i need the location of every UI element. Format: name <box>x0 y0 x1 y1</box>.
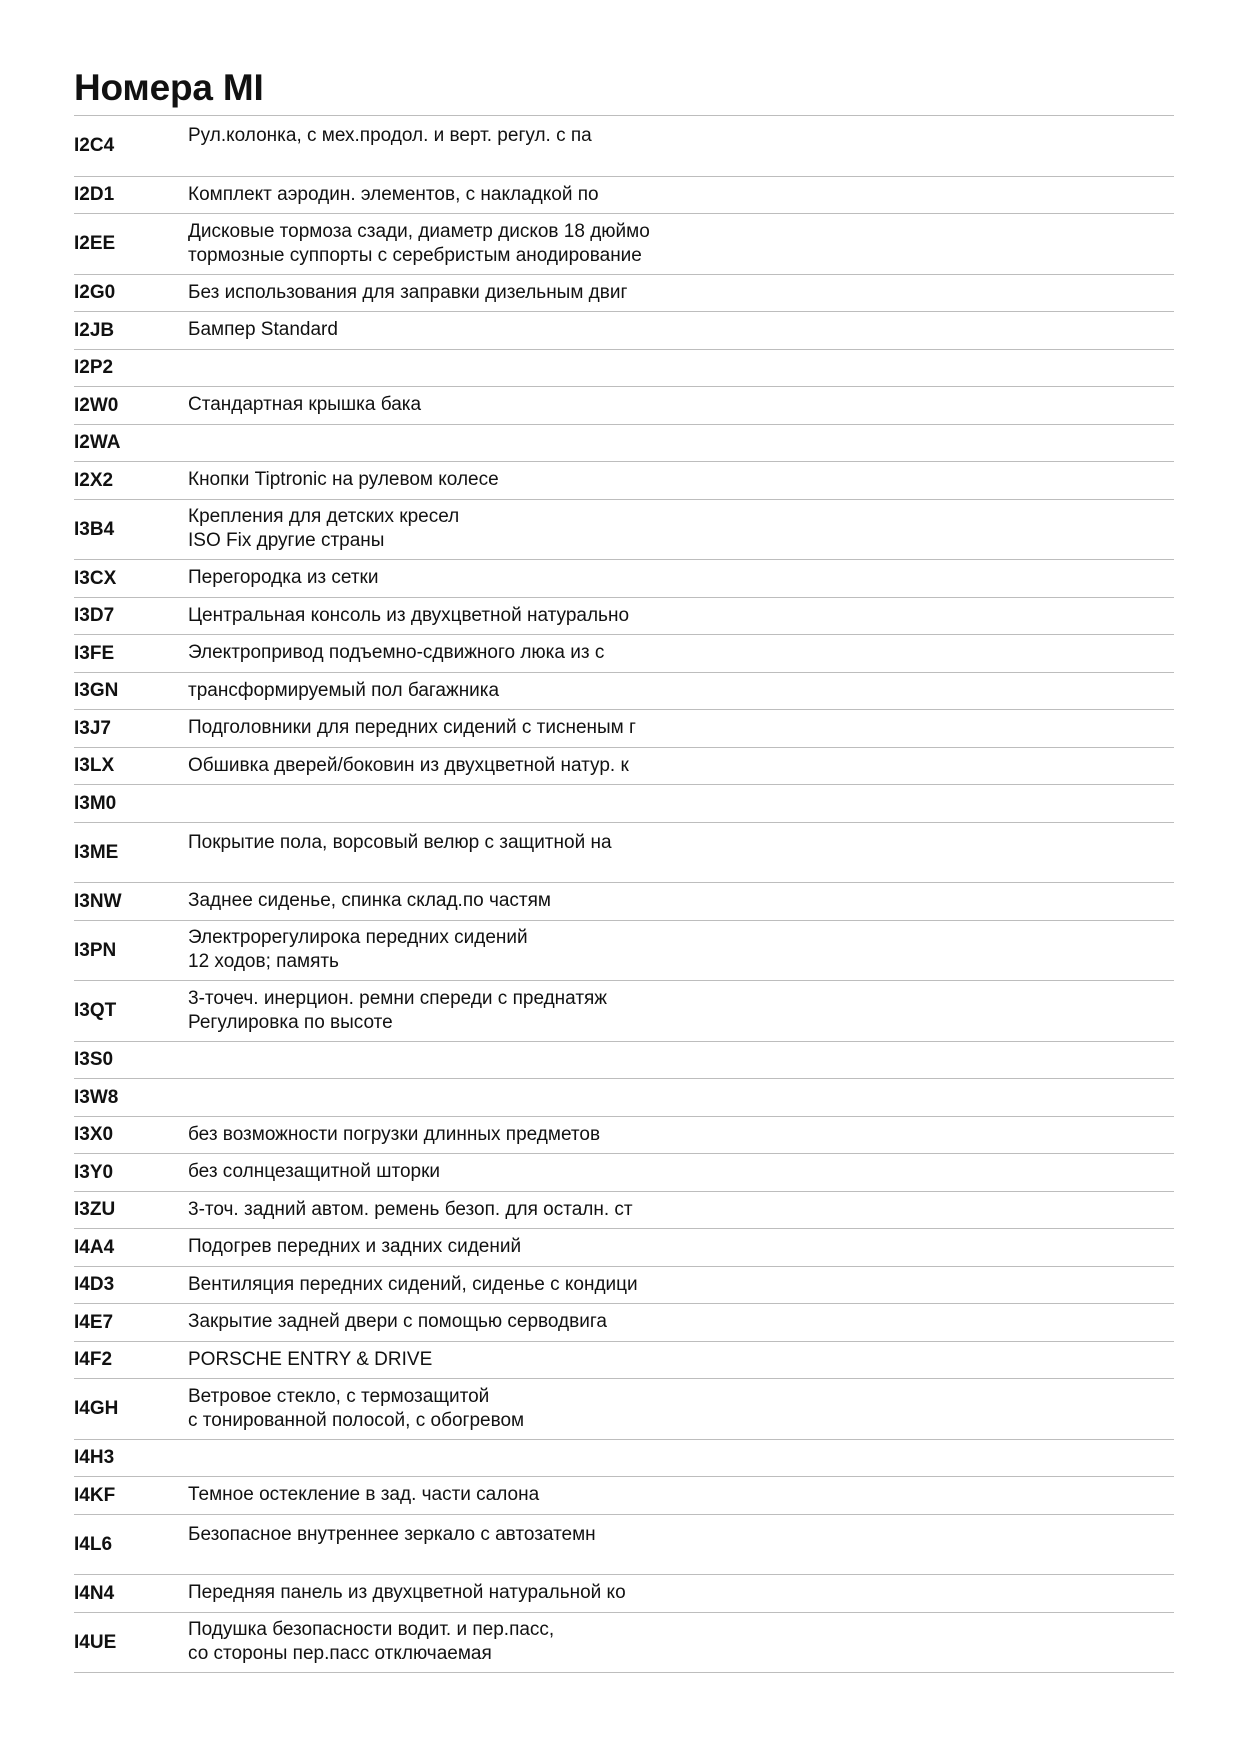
option-row <box>74 1154 1174 1192</box>
option-description: Обшивка дверей/боковин из двухцветной натур. к <box>188 754 629 776</box>
option-code: I4GH <box>74 1398 119 1420</box>
option-description: без солнцезащитной шторки <box>188 1161 441 1183</box>
option-row <box>74 387 1174 425</box>
option-row <box>74 116 1174 177</box>
option-description: Центральная консоль из двухцветной натурально <box>188 604 630 626</box>
option-code: I2JB <box>74 319 115 341</box>
option-code: I3PN <box>74 939 117 961</box>
option-description: Комплект аэродин. элементов, с накладкой по <box>188 183 599 205</box>
option-code: I4KF <box>74 1484 116 1506</box>
option-description: 3-точ. задний автом. ремень безоп. для осталн. ст <box>188 1198 633 1220</box>
option-row <box>74 1379 1174 1440</box>
option-description: Рул.колонка, с мех.продол. и верт. регул. с па <box>188 125 592 146</box>
option-description: Кнопки Tiptronic на рулевом колесе <box>188 469 499 491</box>
option-code: I3D7 <box>74 605 115 627</box>
option-code: I3GN <box>74 680 119 702</box>
option-row <box>74 1575 1174 1613</box>
option-code: I2EE <box>74 233 116 255</box>
option-description: Покрытие пола, ворсовый велюр с защитной на <box>188 831 612 853</box>
option-code: I3M0 <box>74 792 117 814</box>
option-description: Подушка безопасности водит. и пер.пасс, со стороны пер.пасс отключаемая <box>188 1619 555 1665</box>
option-code: I4F2 <box>74 1349 113 1371</box>
option-code: I3CX <box>74 567 117 589</box>
option-code: I4N4 <box>74 1582 115 1604</box>
option-description: Закрытие задней двери с помощью серводвига <box>188 1311 607 1333</box>
option-row <box>74 1440 1174 1478</box>
option-code: I2G0 <box>74 282 116 304</box>
option-description: Без использования для заправки дизельным двиг <box>188 281 628 303</box>
option-description: Электропривод подъемно-сдвижного люка из с <box>188 642 605 664</box>
option-description: без возможности погрузки длинных предметов <box>188 1123 601 1145</box>
option-row <box>74 748 1174 786</box>
option-code: I3X0 <box>74 1124 114 1146</box>
option-code: I4UE <box>74 1631 117 1653</box>
option-code: I2X2 <box>74 469 114 491</box>
option-code: I3FE <box>74 642 115 664</box>
option-code: I4L6 <box>74 1533 113 1555</box>
option-row <box>74 981 1174 1042</box>
option-code: I4A4 <box>74 1236 115 1258</box>
option-row <box>74 275 1174 313</box>
option-code: I3S0 <box>74 1049 114 1071</box>
option-row <box>74 635 1174 673</box>
option-description: Дисковые тормоза сзади, диаметр дисков 18 дюймо тормозные суппорты с серебристым анодирование <box>188 220 650 266</box>
page-title: Номера MI <box>74 60 1174 116</box>
option-row <box>74 1079 1174 1117</box>
option-row <box>74 350 1174 388</box>
option-description: PORSCHE ENTRY & DRIVE <box>188 1348 433 1370</box>
option-description: Бампер Standard <box>188 319 338 341</box>
option-row <box>74 1042 1174 1080</box>
option-description: Заднее сиденье, спинка склад.по частям <box>188 890 551 912</box>
option-code: I4D3 <box>74 1274 115 1296</box>
option-description: Вентиляция передних сидений, сиденье с кондици <box>188 1273 638 1295</box>
option-code: I4E7 <box>74 1311 114 1333</box>
option-code: I3B4 <box>74 518 115 540</box>
option-row <box>74 500 1174 561</box>
option-code: I3ME <box>74 841 119 863</box>
option-row <box>74 560 1174 598</box>
option-description: Стандартная крышка бака <box>188 394 422 416</box>
option-row <box>74 598 1174 636</box>
option-code: I2P2 <box>74 357 114 379</box>
option-code: I2C4 <box>74 135 115 157</box>
option-description: Крепления для детских кресел ISO Fix другие страны <box>188 506 460 552</box>
option-description: Электрорегулирока передних сидений 12 ходов; память <box>188 927 528 973</box>
option-row <box>74 1613 1174 1674</box>
option-row <box>74 312 1174 350</box>
option-code: I3NW <box>74 890 122 912</box>
option-row <box>74 1515 1174 1576</box>
option-code: I3QT <box>74 1000 117 1022</box>
option-code-list <box>74 116 1174 1673</box>
option-code: I3LX <box>74 755 115 777</box>
option-code: I3J7 <box>74 717 111 739</box>
option-code: I2WA <box>74 432 121 454</box>
option-row <box>74 883 1174 921</box>
option-row <box>74 1117 1174 1155</box>
option-description: трансформируемый пол багажника <box>188 679 500 701</box>
option-description: 3-точеч. инерцион. ремни спереди с преднатяж Регулировка по высоте <box>188 987 608 1033</box>
option-row <box>74 1477 1174 1515</box>
option-code: I4H3 <box>74 1447 115 1469</box>
document-page <box>74 60 1174 1673</box>
option-code: I2D1 <box>74 184 115 206</box>
option-row <box>74 1229 1174 1267</box>
option-code: I3W8 <box>74 1086 119 1108</box>
option-description: Безопасное внутреннее зеркало с автозатемн <box>188 1523 596 1545</box>
option-row <box>74 462 1174 500</box>
option-row <box>74 710 1174 748</box>
option-row <box>74 673 1174 711</box>
option-row <box>74 1304 1174 1342</box>
option-row <box>74 921 1174 982</box>
option-row <box>74 214 1174 275</box>
option-code: I3ZU <box>74 1199 116 1221</box>
option-code: I2W0 <box>74 394 119 416</box>
option-row <box>74 1342 1174 1380</box>
option-row <box>74 823 1174 884</box>
option-description: Ветровое стекло, с термозащитой с тонированной полосой, с обогревом <box>188 1385 525 1431</box>
option-row <box>74 425 1174 463</box>
option-description: Передняя панель из двухцветной натуральной ко <box>188 1582 626 1604</box>
option-row <box>74 785 1174 823</box>
option-row <box>74 177 1174 215</box>
option-code: I3Y0 <box>74 1161 114 1183</box>
option-row <box>74 1267 1174 1305</box>
option-row <box>74 1192 1174 1230</box>
option-description: Темное остекление в зад. части салона <box>188 1484 540 1506</box>
option-description: Подголовники для передних сидений с тисненым г <box>188 717 636 739</box>
option-description: Подогрев передних и задних сидений <box>188 1236 522 1258</box>
option-description: Перегородка из сетки <box>188 567 379 589</box>
